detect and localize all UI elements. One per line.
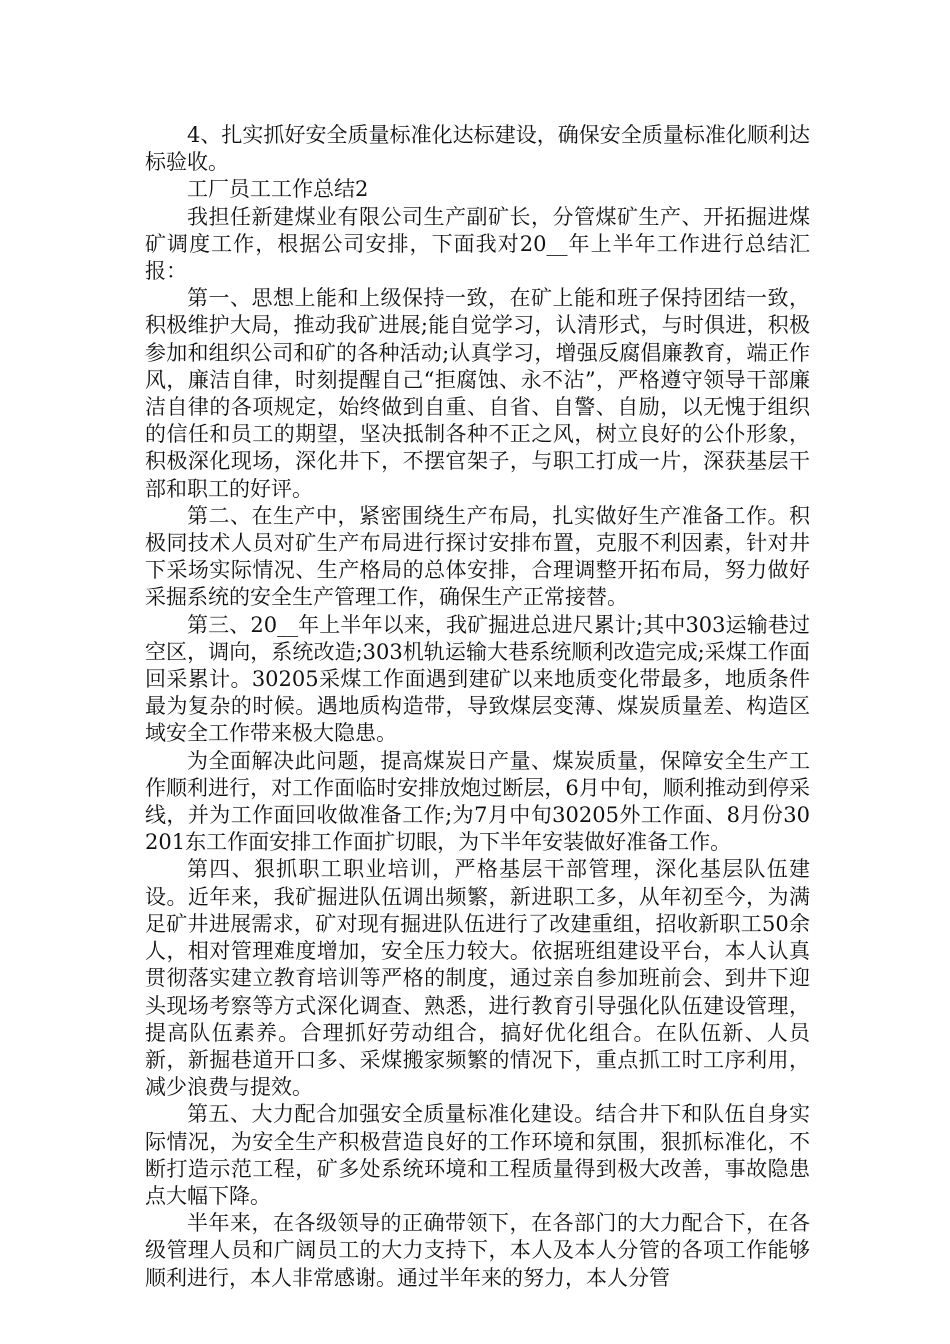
paragraph-third: 第三、20__年上半年以来，我矿掘进总进尺累计;其中303运输巷过空区，调向，系统改造;303机轨运输大巷系统顺利改造完成;采煤工作面回采累计。30205采煤工作面遇到建矿以来地质变化带最多，地质条件最为复杂的时候。遇地质构造带，导致煤层变薄、煤炭质量差、构造区域安全工作带来极大隐患。: [145, 612, 810, 746]
paragraph-item-4-standardization: 4、扎实抓好安全质量标准化达标建设，确保安全质量标准化顺利达标验收。: [145, 123, 810, 175]
paragraph-fifth: 第五、大力配合加强安全质量标准化建设。结合井下和队伍自身实际情况，为安全生产积极营造良好的工作环境和氛围，狠抓标准化，不断打造示范工程，矿多处系统环境和工程质量得到极大改善，事故隐患点大幅下降。: [145, 1102, 810, 1208]
paragraph-second: 第二、在生产中，紧密围绕生产布局，扎实做好生产准备工作。积极同技术人员对矿生产布局进行探讨安排布置，克服不利因素，针对井下采场实际情况、生产格局的总体安排，合理调整开拓布局，努力做好采掘系统的安全生产管理工作，确保生产正常接替。: [145, 503, 810, 610]
paragraph-first: 第一、思想上能和上级保持一致，在矿上能和班子保持团结一致，积极维护大局，推动我矿进展;能自觉学习，认清形式，与时俱进，积极参加和组织公司和矿的各种活动;认真学习，增强反腐倡廉教育，端正作风，廉洁自律，时刻提醒自己“拒腐蚀、永不沾”，严格遵守领导干部廉洁自律的各项规定，始终做到自重、自省、自警、自励，以无愧于组织的信任和员工的期望，坚决抵制各种不正之风，树立良好的公仆形象，积极深化现场，深化井下，不摆官架子，与职工打成一片，深获基层干部和职工的好评。: [145, 286, 810, 501]
document-body: [145, 122, 810, 1292]
paragraph-intro: 我担任新建煤业有限公司生产副矿长，分管煤矿生产、开拓掘进煤矿调度工作，根据公司安排，下面我对20__年上半年工作进行总结汇报：: [145, 204, 810, 284]
paragraph-fourth: 第四、狠抓职工职业培训，严格基层干部管理，深化基层队伍建设。近年来，我矿掘进队伍调出频繁，新进职工多，从年初至今，为满足矿井进展需求，矿对现有掘进队伍进行了改建重组，招收新职工50余人，相对管理难度增加，安全压力较大。依据班组建设平台，本人认真贯彻落实建立教育培训等严格的制度，通过亲自参加班前会、到井下迎头现场考察等方式深化调查、熟悉，进行教育引导强化队伍建设管理，提高队伍素养。合理抓好劳动组合，搞好优化组合。在队伍新、人员新，新掘巷道开口多、采煤搬家频繁的情况下，重点抓工时工序利用，减少浪费与提效。: [145, 857, 810, 1100]
section-heading: 工厂员工工作总结2: [187, 177, 369, 202]
paragraph-summary: 半年来，在各级领导的正确带领下，在各部门的大力配合下，在各级管理人员和广阔员工的大力支持下，本人及本人分管的各项工作能够顺利进行，本人非常感谢。通过半年来的努力，本人分管: [145, 1211, 810, 1290]
paragraph-third-continued: 为全面解决此问题，提高煤炭日产量、煤炭质量，保障安全生产工作顺利进行，对工作面临时安排放炮过断层，6月中旬，顺利推动到停采线，并为工作面回收做准备工作;为7月中旬30205外工作面、8月份30201东工作面安排工作面扩切眼，为下半年安装做好准备工作。: [145, 748, 810, 855]
